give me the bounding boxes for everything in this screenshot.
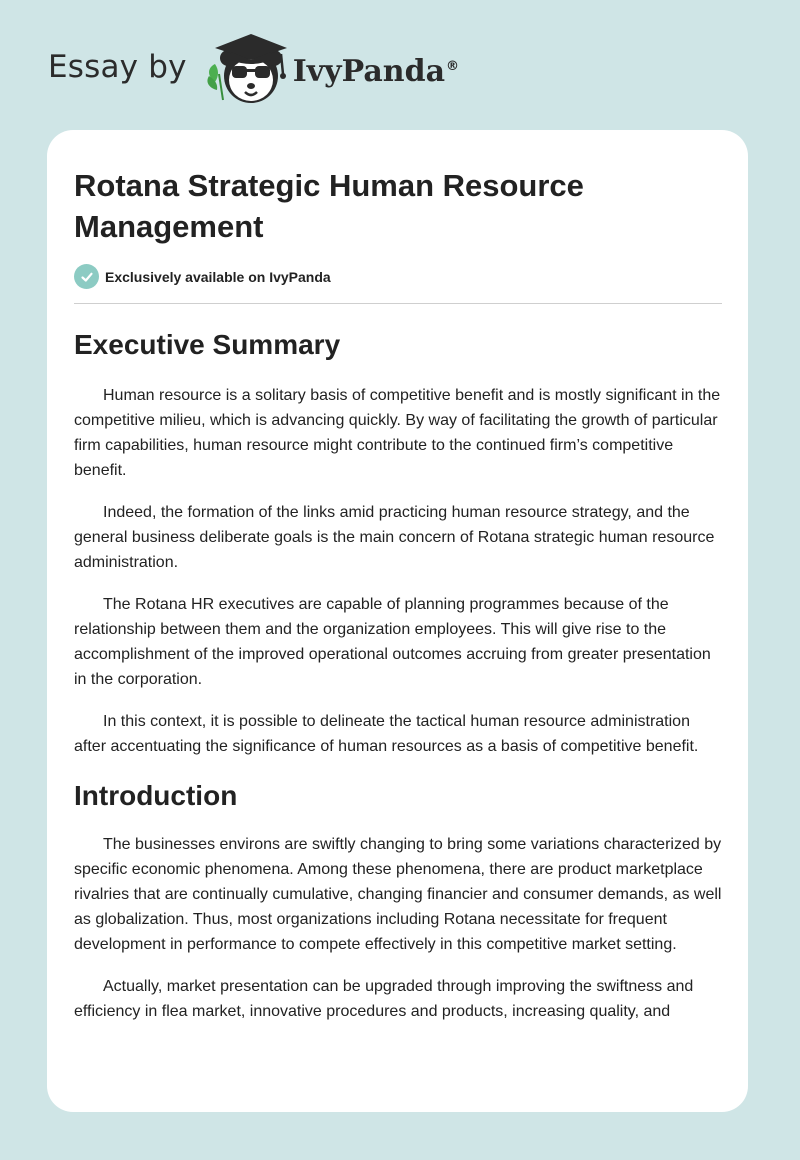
paragraph: Human resource is a solitary basis of competitive benefit and is mostly significant in the competitive milieu, which is advancing quickly. By way of facilitating the growth of particular firm capabilities, human resource might contribute to the continued firm’s competitive benefit. xyxy=(74,387,721,479)
divider xyxy=(74,303,722,304)
brand-prefix: Essay by xyxy=(48,49,187,85)
registered-mark: ® xyxy=(446,58,460,74)
paragraph: In this context, it is possible to delineate the tactical human resource administration after accentuating the significance of human resources as a basis of competitive benefit. xyxy=(74,713,699,755)
essay-card xyxy=(47,130,748,1112)
check-icon xyxy=(74,264,99,289)
panda-graduation-cap-icon xyxy=(201,30,291,110)
essay-title: Rotana Strategic Human Resource Management xyxy=(74,168,584,244)
section-executive-summary xyxy=(74,328,722,759)
section-heading: Executive Summary xyxy=(74,329,341,360)
paragraph: Actually, market presentation can be upgraded through improving the swiftness and efficiency in flea market, innovative procedures and products, increasing quality, and xyxy=(74,978,694,1020)
badge-text: Exclusively available on IvyPanda xyxy=(105,268,331,285)
section-introduction xyxy=(74,779,722,1024)
paragraph: The Rotana HR executives are capable of planning programmes because of the relationship between them and the organization employees. This will give rise to the accomplishment of the improved operational outcomes accruing from greater presentation in the corporation. xyxy=(74,596,711,688)
section-heading: Introduction xyxy=(74,780,238,811)
essay-content xyxy=(74,165,722,1024)
brand-name: IvyPanda® xyxy=(292,53,460,89)
paragraph: Indeed, the formation of the links amid practicing human resource strategy, and the general business deliberate goals is the main concern of Rotana strategic human resource administration. xyxy=(74,504,715,571)
paragraph: The businesses environs are swiftly changing to bring some variations characterized by specific economic phenomena. Among these phenomena, there are product marketplace rivalries that are continually cumulative, changing financier and consumer demands, as well as globalization. Thus, most organizations including Rotana necessitate for frequent development in performance to compete effectively in this competitive market setting. xyxy=(74,836,722,953)
exclusive-badge xyxy=(74,264,722,289)
brand-header[interactable] xyxy=(48,30,459,110)
